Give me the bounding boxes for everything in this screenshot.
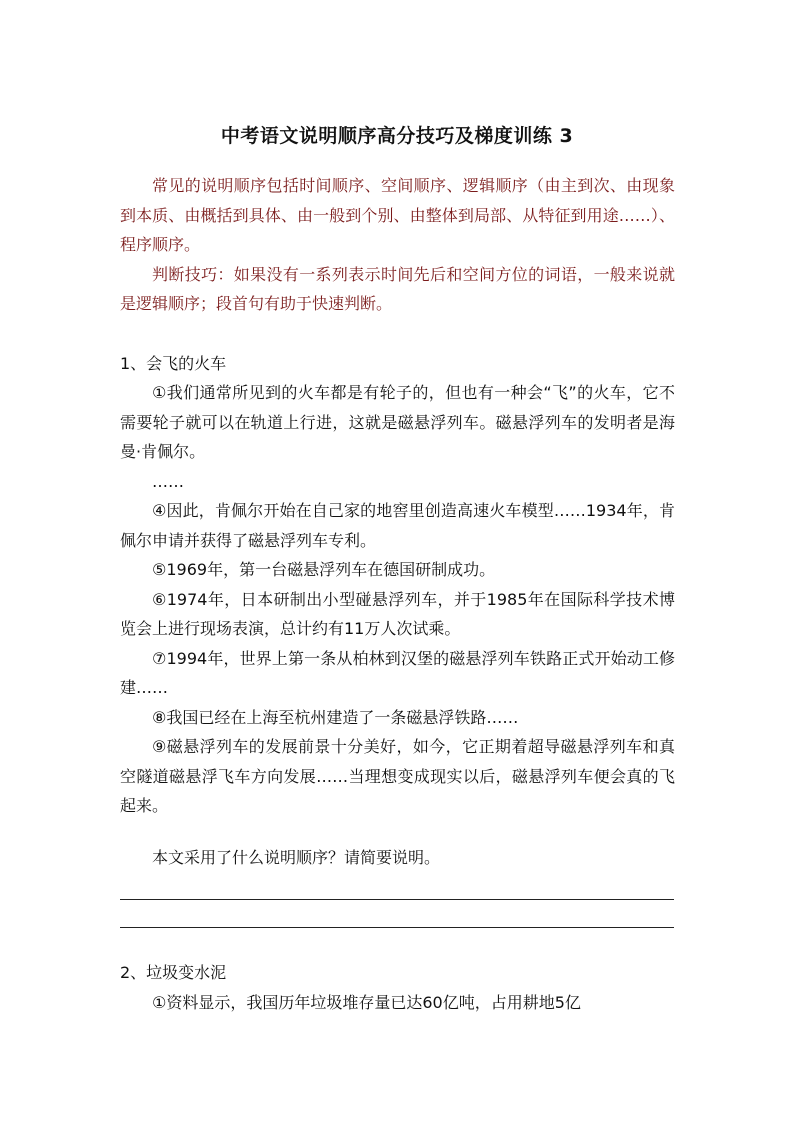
section-1-paragraph-1: ①我们通常所见到的火车都是有轮子的，但也有一种会“飞”的火车，它不需要轮子就可以在轨道上行进，这就是磁悬浮列车。磁悬浮列车的发明者是海曼·肯佩尔。 [120, 383, 675, 461]
document-body [120, 171, 675, 1017]
section-1-paragraph-9: ⑨磁悬浮列车的发展前景十分美好，如今，它正期着超导磁悬浮列车和真空隧道磁悬浮飞车方向发展……当理想变成现实以后，磁悬浮列车便会真的飞起来。 [120, 737, 675, 815]
section-1-heading: 1、会飞的火车 [120, 353, 227, 373]
intro-paragraph-1: 常见的说明顺序包括时间顺序、空间顺序、逻辑顺序（由主到次、由现象到本质、由概括到具体、由一般到个别、由整体到局部、从特征到用途……）、程序顺序。 [120, 176, 675, 254]
answer-line-2[interactable] [120, 900, 674, 928]
answer-line-1[interactable] [120, 872, 674, 900]
intro-paragraph-2: 判断技巧：如果没有一系列表示时间先后和空间方位的词语，一般来说就是逻辑顺序；段首句有助于快速判断。 [120, 264, 675, 313]
section-2-heading: 2、垃圾变水泥 [120, 963, 227, 982]
section-1-paragraph-8: ⑧我国已经在上海至杭州建造了一条磁悬浮铁路…… [152, 707, 519, 727]
section-1-ellipsis: …… [152, 471, 184, 491]
section-1-paragraph-6: ⑥1974年，日本研制出小型碰悬浮列车，并于1985年在国际科学技术博览会上进行现场表演，总计约有11万人次试乘。 [120, 589, 675, 638]
section-1-paragraph-4: ④因此，肯佩尔开始在自己家的地窖里创造高速火车模型……1934年，肯佩尔申请并获得了磁悬浮列车专利。 [120, 501, 675, 550]
section-1-paragraph-5: ⑤1969年，第一台磁悬浮列车在德国研制成功。 [152, 560, 496, 579]
section-1-paragraph-7: ⑦1994年，世界上第一条从柏林到汉堡的磁悬浮列车铁路正式开始动工修建…… [120, 648, 675, 697]
page-title: 中考语文说明顺序高分技巧及梯度训练 3 [220, 125, 574, 147]
section-2-paragraph-1: ①资料显示，我国历年垃圾堆存量已达60亿吨，占用耕地5亿 [152, 992, 581, 1012]
section-1-question: 本文采用了什么说明顺序？请简要说明。 [152, 847, 441, 867]
